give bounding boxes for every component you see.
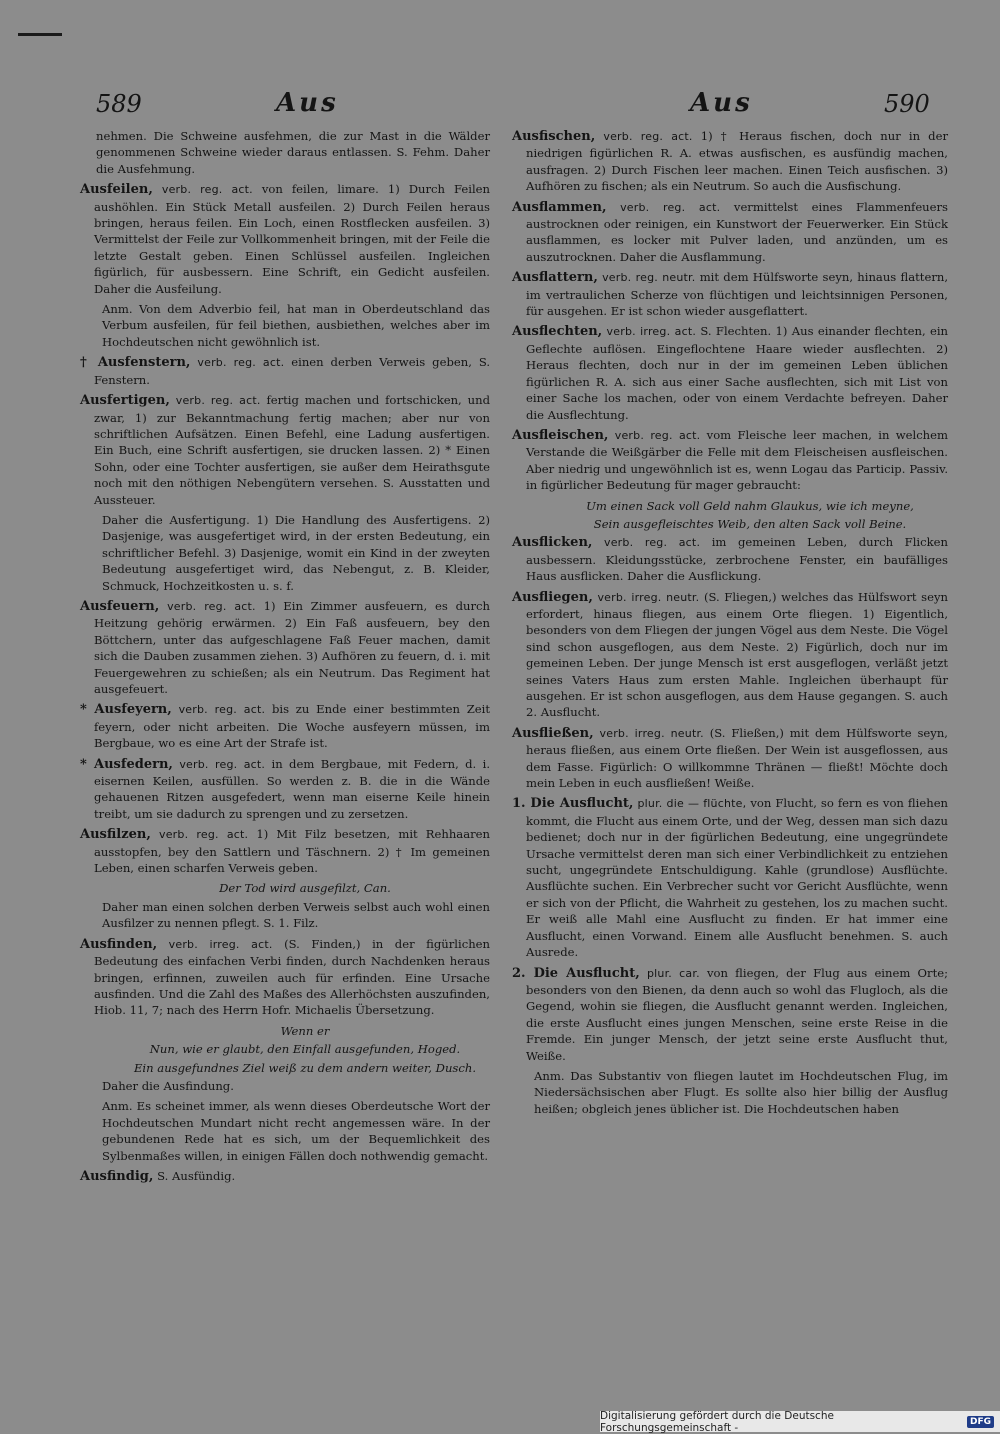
- verse-quote: Um einen Sack voll Geld nahm Glaukus, wie ich meyne,: [586, 498, 914, 513]
- entry-grammar: verb. reg. act.: [167, 599, 256, 613]
- verse-quote: Sein ausgefleischtes Weib, den alten Sack voll Beine.: [593, 516, 907, 531]
- entry-grammar: verb. reg. act.: [603, 536, 701, 550]
- entry-grammar: verb. reg. act.: [197, 356, 285, 370]
- entry-text: 1) Ein Zimmer ausfeuern, es durch Heitzung gehörig erwärmen. 2) Ein Faß ausfeuern, bey den Böttchern, unter das aufgeschlagene Faß Feuer machen, damit sich die Dauben zusammen ziehen. 3) Aufhören zu feuern, d. i. mit Feuergewehren zu schießen; als ein Neutrum. Das Regiment hat ausgefeuert.: [94, 598, 491, 696]
- entry-headword: Ausfließen,: [512, 725, 594, 741]
- right-column: [512, 128, 948, 1121]
- dictionary-entry: [512, 725, 948, 792]
- entry-grammar: verb. reg. act.: [161, 183, 253, 197]
- dictionary-entry: [80, 392, 490, 508]
- footer-credit-bar: [600, 1411, 1000, 1432]
- entry-text: (S. Finden,) in der figürlichen Bedeutung des einfachen Verbi finden, durch Nachdenken heraus bringen, erfinnen, zuweilen auch für erfinden. Eine Ursache ausfinden. Und die Zahl des Maßes des Allerhöchsten auszufinden, Hiob. 11, 7; nach des Herrn Hofr. Michaelis Übersetzung.: [94, 936, 491, 1018]
- page-number-left: 589: [96, 90, 142, 118]
- entry-text: S. Ausfündig.: [157, 1168, 236, 1183]
- dictionary-entry: [512, 269, 948, 319]
- entry-note: Anm. Das Substantiv von fliegen lautet im Hochdeutschen Flug, im Niedersächsischen aber Flugt. Es sollte also hier billig der Ausflug heißen; obgleich jenes üblicher ist. Die Hochdeutschen haben: [534, 1068, 948, 1116]
- entry-headword: 2. Die Ausflucht,: [512, 965, 640, 981]
- entry-text: im gemeinen Leben, durch Flicken ausbessern. Kleidungsstücke, zerbrochene Fenster, ein baufälliges Haus ausflicken. Daher die Ausflickung.: [526, 535, 948, 584]
- entry-headword: † Ausfenstern,: [80, 355, 191, 371]
- dictionary-entry: [80, 598, 490, 697]
- entry-grammar: verb. reg. act.: [175, 394, 261, 408]
- entry-note: Anm. Von dem Adverbio feil, hat man in Oberdeutschland das Verbum ausfeilen, für feil biethen, ausbiethen, welches aber im Hochdeutschen nicht gewöhnlich ist.: [102, 302, 490, 349]
- entry-grammar: verb. irreg. act.: [606, 325, 697, 339]
- entry-text: (S. Fließen,) mit dem Hülfsworte seyn, heraus fließen, aus einem Orte fließen. Der Wein ist ausgeflossen, aus dem Fasse. Figürlich: O willkommne Thränen — fließt! Möchte doch mein Leben in euch ausfließen! Weiße.: [526, 725, 948, 791]
- dictionary-entry: [80, 756, 490, 823]
- entry-text: vermittelst eines Flammenfeuers austrocknen oder reinigen, ein Kunstwort der Feuerwerker. Ein Stück ausflammen, es locker mit Pulver laden, und anzünden, um es auszutrocknen. Daher die Ausflammung.: [526, 199, 949, 264]
- entry-headword: Ausfinden,: [80, 936, 158, 952]
- dictionary-entry: [512, 128, 948, 195]
- dictionary-entry: [80, 354, 490, 388]
- dictionary-entry: [512, 323, 948, 422]
- running-head-right: Aus: [690, 88, 753, 118]
- entry-headword: Ausflechten,: [512, 324, 603, 340]
- dictionary-entry: [512, 795, 948, 960]
- top-rule: [18, 33, 62, 36]
- entry-grammar: verb. irreg. act.: [168, 937, 273, 951]
- entry-text: mit dem Hülfsworte seyn, hinaus flattern, im vertraulichen Scherze von flüchtigen und leichtsinnigen Personen, für ausgehen. Er ist schon wieder ausgeflattert.: [526, 270, 949, 319]
- entry-headword: Ausfleischen,: [512, 427, 609, 443]
- entry-grammar: verb. reg. act.: [178, 703, 266, 717]
- dictionary-entry: [80, 181, 490, 297]
- dictionary-entry: [512, 589, 948, 721]
- entry-grammar: verb. reg. act.: [159, 828, 249, 842]
- entry-headword: * Ausfedern,: [80, 756, 173, 772]
- entry-note: Daher die Ausfindung.: [102, 1078, 234, 1093]
- entry-text: vom Fleische leer machen, in welchem Verstande die Weißgärber die Felle mit dem Fleischeisen ausfleischen. Aber niedrig und ungewöhnlich ist es, wenn Logau das Particip. Passiv. in figürlicher Bedeutung für mager gebraucht:: [526, 427, 949, 493]
- entry-grammar: verb. reg. act.: [603, 130, 693, 143]
- left-column: [80, 128, 490, 1189]
- entry-headword: Ausfliegen,: [512, 589, 593, 605]
- entry-headword: Ausfeilen,: [80, 182, 153, 198]
- verse-quote: Wenn er: [280, 1023, 330, 1038]
- entry-grammar: verb. reg. act.: [179, 757, 266, 771]
- entry-text: 1) Mit Filz besetzen, mit Rehhaaren ausstopfen, bey den Sattlern und Täschnern. 2) † Im gemeinen Leben, einen scharfen Verweis geben.: [94, 827, 491, 876]
- dictionary-entry: [80, 826, 490, 876]
- entry-text: von Flucht, so fern es von fliehen kommt, die Flucht aus einem Orte, und der Weg, dessen man sich dazu bedienet; doch nur in der figürlichen Bedeutung, eine ungegründete Ursache vermittelst deren man sich einer Verbindlichkeit zu entziehen sucht, ungegründete Entschuldigung. Kahle (grundlose) Ausflüchte. Ausflüchte suchen. Ein Verbrecher sucht vor Gericht Ausflüchte, wenn er sich von der Pflicht, die Wahrheit zu gestehen, los zu machen sucht. Er weiß alle Mahl eine Ausflucht zu finden. Er hat immer eine Ausflucht, einen Vorwand. Einem alle Ausflucht benehmen. S. auch Ausrede.: [526, 796, 949, 960]
- entry-text: einen derben Verweis geben, S. Fenstern.: [94, 355, 491, 387]
- entry-note: Daher die Ausfertigung. 1) Die Handlung des Ausfertigens. 2) Dasjenige, was ausgefertiget wird, in der ersten Bedeutung, ein schriftlicher Befehl. 3) Dasjenige, womit ein Kind in der zweyten Bedeutung ausgefertiget wird, das Nebengut, z. B. Kleider, Schmuck, Hochzeitkosten u. s. f.: [102, 512, 490, 593]
- entry-headword: Ausflattern,: [512, 270, 598, 286]
- entry-grammar: verb. irreg. neutr.: [599, 726, 704, 740]
- dictionary-entry: [80, 701, 490, 751]
- entry-grammar: verb. irreg. neutr.: [597, 590, 700, 604]
- entry-headword: Ausflicken,: [512, 535, 593, 551]
- entry-text: (S. Fliegen,) welches das Hülfswort seyn erfordert, hinaus fliegen, aus einem Orte fliegen. 1) Eigentlich, besonders von dem Fliegen der jungen Vögel aus dem Neste. Die Vögel sind schon ausgeflogen, aus dem Neste. 2) Figürlich, doch nur im gemeinen Leben. Der junge Mensch ist erst ausgeflogen, verläßt jetzt seines Vaters Haus zum ersten Mahle. Ingleichen überhaupt für ausgehen. Er ist schon ausgeflogen, aus dem Hause gegangen. S. auch 2. Ausflucht.: [526, 589, 948, 720]
- dfg-logo: DFG: [967, 1416, 994, 1428]
- entry-note: Anm. Es scheinet immer, als wenn dieses Oberdeutsche Wort der Hochdeutschen Mundart nicht recht angemessen wäre. In der gebundenen Rede hat es sich, um der Bequemlichkeit des Sylbenmaßes willen, in einigen Fällen doch nothwendig gemacht.: [102, 1099, 490, 1163]
- running-head-left: Aus: [276, 88, 339, 118]
- entry-grammar: plur. car.: [646, 966, 700, 980]
- entry-note: Daher man einen solchen derben Verweis selbst auch wohl einen Ausfilzer zu nennen pflegt. S. 1. Filz.: [102, 899, 490, 931]
- entry-headword: * Ausfeyern,: [80, 702, 172, 718]
- verse-quote: Nun, wie er glaubt, den Einfall ausgefunden, Hoged.: [149, 1042, 461, 1057]
- entry-grammar: verb. reg. neutr.: [602, 271, 696, 285]
- entry-headword: Ausfindig,: [80, 1168, 154, 1184]
- entry-headword: Ausfilzen,: [80, 827, 151, 843]
- dictionary-entry: [512, 534, 948, 584]
- entry-grammar: plur. die — flüchte,: [637, 797, 747, 811]
- entry-text: fertig machen und fortschicken, und zwar, 1) zur Bekanntmachung fertig machen; aber nur von schriftlichen Aufsätzen. Einen Befehl, eine Ladung ausfertigen. Ein Buch, eine Schrift ausfertigen, sie drucken lassen. 2) * Einen Sohn, oder eine Tochter ausfertigen, sie außer dem Heirathsgute noch mit den nöthigen Nebengütern versehen. S. Ausstatten und Aussteuer.: [94, 393, 490, 507]
- dictionary-entry: [512, 199, 948, 266]
- entry-headword: Ausflammen,: [512, 199, 607, 215]
- page-number-right: 590: [884, 90, 930, 118]
- verse-quote: Ein ausgefundnes Ziel weiß zu dem andern weiter, Dusch.: [133, 1060, 477, 1075]
- dictionary-entry: [80, 936, 490, 1019]
- entry-text: in dem Bergbaue, mit Federn, d. i. eisernen Keilen, ausfüllen. So werden z. B. die in die Wände gehauenen Ritzen ausgefedert, wenn man eiserne Keile hinein treibt, um sie dadurch zu sprengen und zu zersetzen.: [94, 756, 491, 821]
- footer-credit-text: Digitalisierung gefördert durch die Deutsche Forschungsgemeinschaft -: [600, 1409, 834, 1434]
- verse-quote: Der Tod wird ausgefilzt, Can.: [219, 881, 391, 896]
- entry-headword: Ausfertigen,: [80, 393, 170, 409]
- entry-headword: 1. Die Ausflucht,: [512, 796, 634, 812]
- entry-text: bis zu Ende einer bestimmten Zeit feyern, oder nicht arbeiten. Die Woche ausfeyern müssen, im Bergbaue, wo es eine Art der Strafe ist.: [94, 702, 491, 751]
- entry-grammar: verb. reg. act.: [614, 428, 701, 442]
- entry-headword: Ausfeuern,: [80, 598, 160, 614]
- continued-text: nehmen. Die Schweine ausfehmen, die zur Mast in die Wälder genommenen Schweine wieder daraus entlassen. S. Fehm. Daher die Ausfehmung.: [96, 129, 490, 176]
- entry-headword: Ausfischen,: [512, 129, 596, 144]
- entry-grammar: verb. reg. act.: [620, 200, 721, 214]
- entry-text: 1) † Heraus fischen, doch nur in der niedrigen figürlichen R. A. etwas ausfischen, es ausfündig machen, ausfragen. 2) Durch Fischen leer machen. Einen Teich ausfischen. 3) Aufhören zu fischen; als ein Neutrum. So auch die Ausfischung.: [526, 129, 949, 194]
- entry-text: S. Flechten. 1) Aus einander flechten, ein Geflechte auflösen. Eingeflochtene Haare wieder ausflechten. 2) Heraus flechten, doch nur in der im gemeinen Leben üblichen figürlichen R. A. sich aus einer Sache ausflechten, sich mit List von einer Sache los machen, oder von einem Verdachte befreyen. Daher die Ausflechtung.: [526, 324, 949, 422]
- dictionary-entry: [512, 965, 948, 1064]
- entry-text: von feilen, limare. 1) Durch Feilen aushöhlen. Ein Stück Metall ausfeilen. 2) Durch Feilen heraus bringen, heraus feilen. Ein Loch, einen Rostflecken ausfeilen. 3) Vermittelst der Feile zur Vollkommenheit bringen, mit der Feile die letzte Gestalt geben. Einen Schlüssel ausfeilen. Ingleichen figürlich, für ausbessern. Eine Schrift, ein Gedicht ausfeilen. Daher die Ausfeilung.: [94, 182, 490, 296]
- dictionary-entry: [512, 427, 948, 494]
- entry-text: von fliegen, der Flug aus einem Orte; besonders von den Bienen, da denn auch so wohl das Flugloch, als die Gegend, wohin sie fliegen, die Ausflucht genannt werden. Ingleichen, die erste Ausflucht eines jungen Menschen, seine erste Reise in die Fremde. Ein junger Mensch, der jetzt seine erste Ausflucht thut, Weiße.: [526, 965, 948, 1063]
- dictionary-entry: [80, 1168, 490, 1185]
